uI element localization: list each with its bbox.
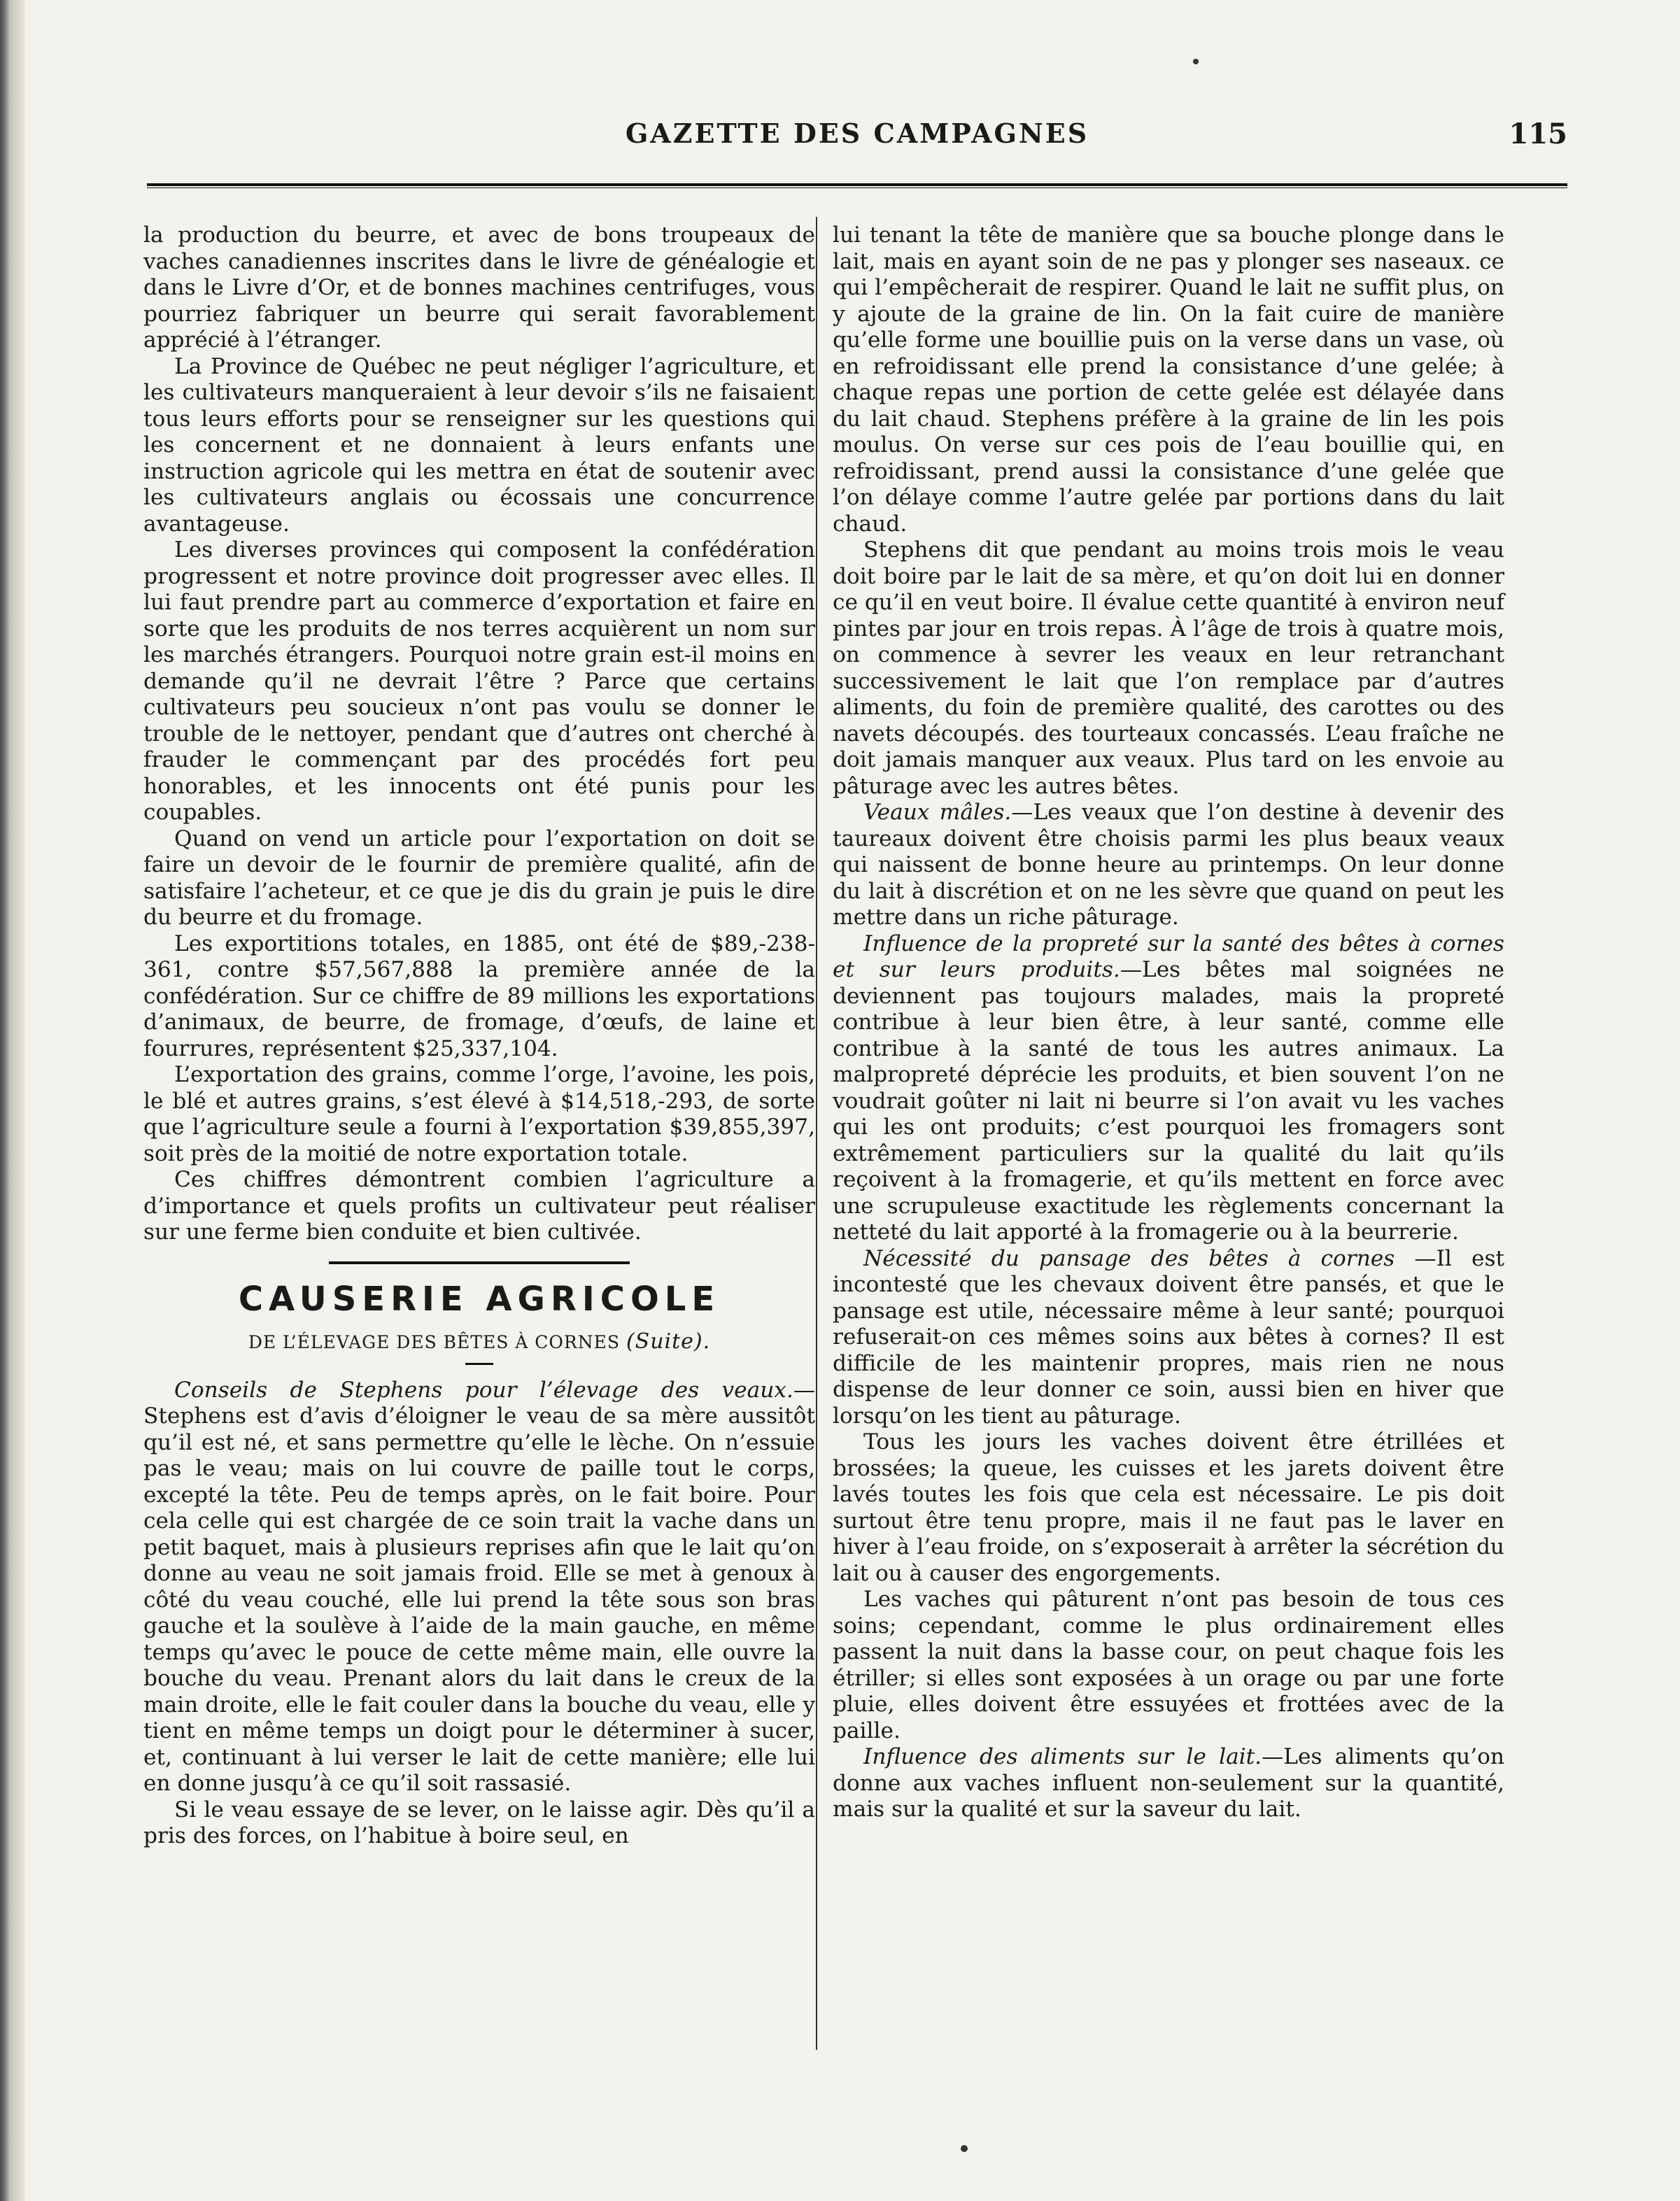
paragraph: Quand on vend un article pour l’exportation on doit se faire un devoir de le fournir de première qualité, afin de satisfaire l’acheteur, et ce que je dis du grain je puis le dire du beurre et du fromage.	[143, 826, 815, 930]
paragraph-veaux-males	[833, 800, 1504, 931]
scan-edge-shadow	[0, 0, 25, 2201]
paragraph-body: —Les bêtes mal soignées ne deviennent pas toujours malades, mais la propreté contribue à leur bien être, à leur santé, comme elle contribue à la santé de tous les autres animaux. La malpropreté déprécie les produits, et bien souvent l’on ne voudrait goûter ni lait ni beurre si l’on avait vu les vaches qui les ont produits; c’est pourquoi les fromagers sont extrêmement particuliers sur la qualité du lait qu’ils reçoivent à la fromagerie, et qu’ils mettent en force avec une scrupuleuse exactitude les règlements concernant la netteté du lait apporté à la fromagerie ou à la beurrerie.	[833, 957, 1504, 1245]
paragraph: la production du beurre, et avec de bons troupeaux de vaches canadiennes inscrites dans le livre de généalogie et dans le Livre d’Or, et de bonnes machines centrifuges, vous pourriez fabriquer un beurre qui serait favorablement apprécié à l’étranger.	[143, 222, 815, 353]
paragraph: Ces chiffres démontrent combien l’agriculture a d’importance et quels profits un cultivateur peut réaliser sur une ferme bien conduite et bien cultivée.	[143, 1167, 815, 1245]
paragraph: Les diverses provinces qui composent la confédération progressent et notre province doit progresser avec elles. Il lui faut prendre part au commerce d’exportation et faire en sorte que les produits de nos terres acquièrent un nom sur les marchés étrangers. Pourquoi notre grain est-il moins en demande qu’il ne devrait l’être ? Parce que certains cultivateurs peu soucieux n’ont pas voulu se donner le trouble de le nettoyer, pendant que d’autres ont cherché à frauder le commençant par des procédés fort peu honorables, et les innocents ont été punis pour les coupables.	[143, 537, 815, 825]
run-in-heading: Conseils de Stephens pour l’élevage des veaux.	[174, 1377, 793, 1403]
paragraph-necessite-pansage	[833, 1246, 1504, 1430]
paragraph: Si le veau essaye de se lever, on le laisse agir. Dès qu’il a pris des forces, on l’habitue à boire seul, en	[143, 1797, 815, 1848]
run-in-heading: Influence de la propreté sur la santé des bêtes à cornes et sur leurs produits.	[833, 930, 1504, 982]
paragraph-body: —Les aliments qu’on donne aux vaches influent non-seulement sur la quantité, mais sur la qualité et sur la saveur du lait.	[833, 1744, 1504, 1822]
page-header	[147, 118, 1567, 160]
run-in-heading: Nécessité du pansage des bêtes à cornes	[863, 1245, 1395, 1271]
paragraph-influence-aliments	[833, 1744, 1504, 1823]
paragraph: Stephens dit que pendant au moins trois mois le veau doit boire par le lait de sa mère, et qu’on doit lui en donner ce qu’il en veut boire. Il évalue cette quantité à environ neuf pintes par jour en trois repas. À l’âge de trois à quatre mois, on commence à sevrer les veaux en leur retranchant successivement le lait que l’on remplace par d’autres aliments, du foin de première qualité, des carottes ou des navets découpés. des tourteaux concassés. L’eau fraîche ne doit jamais manquer aux veaux. Plus tard on les envoie au pâturage avec les autres bêtes.	[833, 537, 1504, 799]
left-column	[143, 222, 815, 1850]
paragraph: lui tenant la tête de manière que sa bouche plonge dans le lait, mais en ayant soin de ne pas y plonger ses naseaux. ce qui l’empêcherait de respirer. Quand le lait ne suffit plus, on y ajoute de la graine de lin. On la fait cuire de manière qu’elle forme une bouillie puis on la verse dans un vase, où en refroidissant elle prend la consistance d’une gelée; à chaque repas une portion de cette gelée est délayée dans du lait chaud. Stephens préfère à la graine de lin les pois moulus. On verse sur ces pois de l’eau bouillie qui, en refroidissant, prend aussi la consistance d’une gelée que l’on délaye comme l’autre gelée par portions dans du lait chaud.	[833, 222, 1504, 537]
right-column	[833, 222, 1504, 1823]
running-title: GAZETTE DES CAMPAGNES	[625, 118, 1089, 149]
run-in-heading: Veaux mâles.	[863, 800, 1012, 825]
paragraph-body: —Stephens est d’avis d’éloigner le veau de sa mère aussitôt qu’il est né, et sans permettre qu’elle le lèche. On n’essuie pas le veau; mais on lui couvre de paille tout le corps, excepté la tête. Peu de temps après, on le fait boire. Pour cela celle qui est chargée de ce soin trait la vache dans un petit baquet, mais à plusieurs reprises afin que le lait qu’on donne au veau ne soit jamais froid. Elle se met à genoux à côté du veau couché, elle lui prend la tête sous son bras gauche et la soulève à l’aide de la main gauche, en même temps qu’avec le pouce de cette même main, elle ouvre la bouche du veau. Prenant alors du lait dans le creux de la main droite, elle le fait couler dans la bouche du veau, elle y tient en même temps un doigt pour le déterminer à sucer, et, continuant à lui verser le lait de cette manière; elle lui en donne jusqu’à ce qu’il soit rassasié.	[143, 1377, 815, 1796]
column-divider	[816, 217, 817, 2050]
section-subtitle	[143, 1329, 815, 1356]
short-rule	[465, 1363, 493, 1365]
paragraph: Tous les jours les vaches doivent être étrillées et brossées; la queue, les cuisses et les jarets doivent être lavés toutes les fois que cela est nécessaire. Le pis doit surtout être tenu propre, mais il ne faut pas le laver en hiver à l’eau froide, on s’exposerait à arrêter la sécrétion du lait ou à causer des engorgements.	[833, 1429, 1504, 1586]
paragraph-conseils	[143, 1378, 815, 1797]
section-rule	[329, 1261, 630, 1264]
paragraph: Les vaches qui pâturent n’ont pas besoin de tous ces soins; cependant, comme le plus ordinairement elles passent la nuit dans la basse cour, on peut chaque fois les étriller; si elles sont exposées à un orage ou par une forte pluie, elles doivent être essuyées et frottées avec de la paille.	[833, 1587, 1504, 1743]
page-number: 115	[1509, 118, 1567, 150]
paragraph-body: —Il est incontesté que les chevaux doivent être pansés, et que le pansage est utile, nécessaire même à leur santé; pourquoi refuserait-on ces mêmes soins aux bêtes à cornes? Il est difficile de les maintenir propres, mais rien ne nous dispense de leur donner ce soin, aussi bien en hiver que lorsqu’on les tient au pâturage.	[833, 1245, 1505, 1429]
ink-speck	[961, 2145, 968, 2152]
paragraph-influence-proprete	[833, 931, 1504, 1246]
paragraph-body: —Les veaux que l’on destine à devenir des taureaux doivent être choisis parmi les plus beaux veaux qui naissent de bonne heure au printemps. On leur donne du lait à discrétion et on ne les sèvre que quand on peut les mettre dans un riche pâturage.	[833, 800, 1504, 930]
paragraph: Les exportitions totales, en 1885, ont été de $89,-238-361, contre $57,567,888 la première année de la confédération. Sur ce chiffre de 89 millions les exportations d’animaux, de beurre, de fromage, d’œufs, de laine et fourrures, représentent $25,337,104.	[143, 930, 815, 1061]
subtitle-suite: (Suite).	[626, 1329, 711, 1354]
section-title: CAUSERIE AGRICOLE	[238, 1279, 721, 1319]
subtitle-text: DE L’ÉLEVAGE DES BÊTES À CORNES	[248, 1331, 620, 1352]
run-in-heading: Influence des aliments sur le lait.	[863, 1744, 1262, 1769]
paragraph: L’exportation des grains, comme l’orge, l’avoine, les pois, le blé et autres grains, s’est élevé à $14,518,-293, de sorte que l’agriculture seule a fourni à l’exportation $39,855,397, soit près de la moitié de notre exportation totale.	[143, 1062, 815, 1166]
ink-speck	[1193, 59, 1199, 64]
paragraph: La Province de Québec ne peut négliger l’agriculture, et les cultivateurs manqueraient à leur devoir s’ils ne faisaient tous leurs efforts pour se renseigner sur les questions qui les concernent et ne donnaient à leurs enfants une instruction agricole qui les mettra en état de soutenir avec les cultivateurs anglais ou écossais une concurrence avantageuse.	[143, 353, 815, 537]
header-rule	[147, 183, 1567, 188]
